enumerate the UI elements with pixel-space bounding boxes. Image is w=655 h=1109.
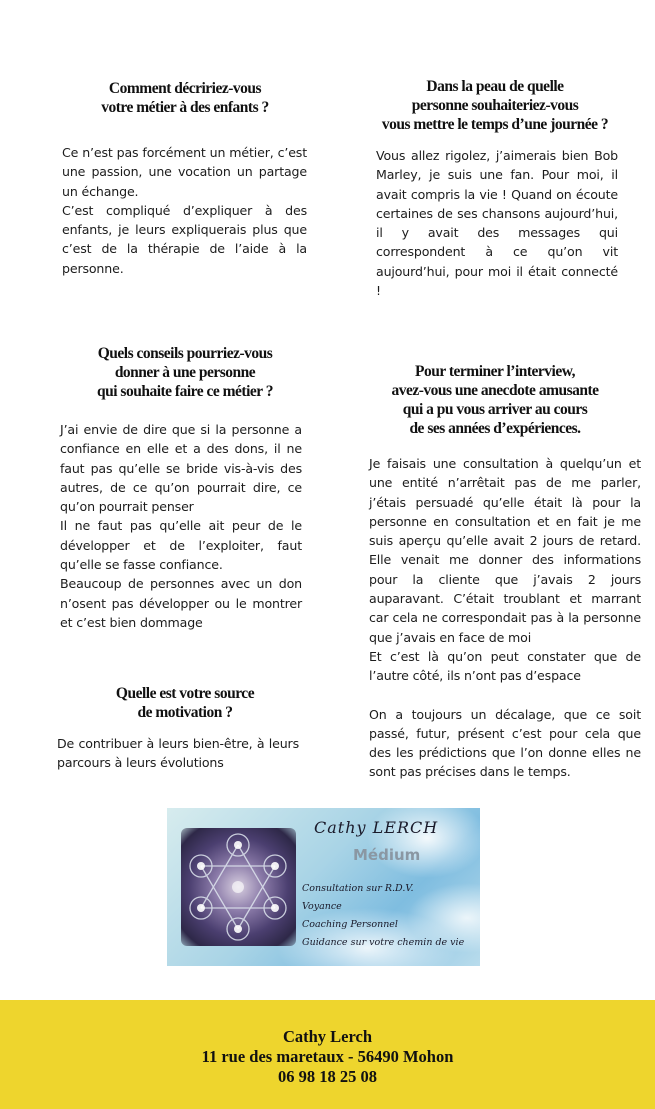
contact-address: 11 rue des maretaux - 56490 Mohon (201, 1047, 454, 1066)
question-line: personne souhaiteriez-vous (411, 97, 579, 114)
answer-paragraph: Ce n’est pas forcément un métier, c’est une passion, une vocation un partage un échange. (62, 145, 307, 199)
mandala-image (181, 828, 296, 946)
card-service: Coaching Personnel (302, 919, 398, 930)
card-service: Voyance (302, 901, 342, 912)
card-service: Consultation sur R.D.V. (302, 883, 414, 894)
question-line: Quelle est votre source (115, 685, 255, 702)
card-title: Médium (353, 846, 421, 864)
question-line: Comment décririez-vous (108, 80, 262, 97)
question-line: Pour terminer l’interview, (415, 363, 575, 380)
answer-text (62, 143, 307, 278)
question-heading (60, 684, 310, 722)
answer-paragraph: Et c’est là qu’on peut constater que de l’autre côté, ils n’ont pas d’espace (369, 648, 641, 684)
question-line: Quels conseils pourriez-vous (97, 345, 273, 362)
question-line: de motivation ? (137, 704, 233, 721)
answer-paragraph: De contribuer à leurs bien-être, à leurs parcours à leurs évolutions (57, 736, 299, 771)
answer-text (60, 420, 302, 632)
answer-paragraph: Beaucoup de personnes avec un don n’osent pas développer ou le montrer et c’est bien dommage (60, 576, 302, 630)
contact-footer (0, 1000, 655, 1109)
question-line: Dans la peau de quelle (426, 78, 564, 95)
card-service: Guidance sur votre chemin de vie (302, 937, 465, 948)
question-heading (55, 344, 315, 401)
question-heading (360, 77, 630, 134)
question-line: vous mettre le temps d’une journée ? (381, 116, 609, 133)
question-line: avez-vous une anecdote amusante (391, 382, 599, 399)
question-line: de ses années d’expériences. (409, 420, 581, 437)
question-line: qui a pu vous arriver au cours (402, 401, 588, 418)
card-name: Cathy LERCH (314, 818, 439, 837)
answer-paragraph: Je faisais une consultation à quelqu’un et une entité n’arrêtait pas de me parler, j’étais persuadé qu’elle était là pour la personne en consultation et en fait je me suis aperçu qu’elle avait 2 jours de retard. Elle venait me donner des informations pour la cliente que j’avais 2 jours auparavant. C’était troublant et marrant car cela ne correspondait pas à la personne que j’avais en face de moi (369, 456, 641, 645)
contact-name: Cathy Lerch (282, 1027, 373, 1046)
answer-paragraph: Vous allez rigolez, j’aimerais bien Bob Marley, je suis une fan. Pour moi, il avait compris la vie ! Quand on écoute certaines de ses chansons aujourd’hui, il y avait des messages qui correspondent à ce qu’on vit aujourd’hui, pour moi il était connecté ! (376, 148, 618, 299)
business-card-image (167, 808, 480, 966)
answer-paragraph: J’ai envie de dire que si la personne a confiance en elle et a des dons, il ne faut pas qu’elle se bride vis-à-vis des autres, de ce qu’on pourrait dire, ce qu’on pourrait penser (60, 422, 302, 515)
contact-phone: 06 98 18 25 08 (278, 1067, 377, 1086)
answer-text (57, 734, 299, 773)
answer-paragraph: C’est compliqué d’expliquer à des enfants, je leurs expliquerais plus que c’est de la thérapie de l’aide à la personne. (62, 202, 307, 276)
question-line: donner à une personne (114, 364, 256, 381)
answer-text (369, 454, 641, 782)
answer-paragraph: Il ne faut pas qu’elle ait peur de le développer et de l’exploiter, faut qu’elle se fasse confiance. (60, 518, 302, 573)
answer-paragraph: On a toujours un décalage, que ce soit passé, futur, présent c’est pour cela que des les prédictions que l’on donne elles ne sont pas précises dans le temps. (369, 706, 641, 780)
answer-text (376, 146, 618, 300)
question-heading (60, 79, 310, 117)
question-heading (360, 362, 630, 438)
question-line: qui souhaite faire ce métier ? (97, 383, 273, 400)
question-line: votre métier à des enfants ? (101, 99, 269, 116)
